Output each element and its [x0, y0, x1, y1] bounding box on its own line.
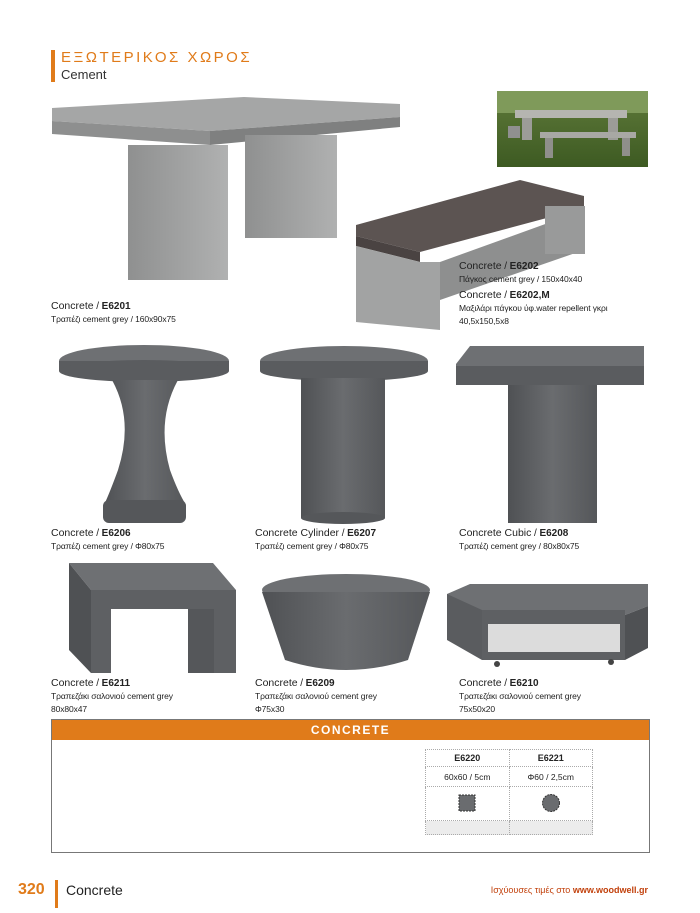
product-dimensions: Φ75x30 [255, 704, 285, 714]
round-pedestal-table-image [59, 345, 229, 523]
page-subtitle: Cement [61, 67, 107, 82]
spec-code: E6221 [509, 750, 593, 767]
product-code: E6206 [101, 528, 131, 539]
product-name: Concrete Cylinder [255, 527, 340, 539]
cubic-table-image [456, 346, 644, 523]
round-coffee-table-image [262, 574, 430, 670]
product-code: E6209 [305, 678, 335, 689]
product-dimensions: 40,5x150,5x8 [459, 316, 509, 326]
square-coffee-table-image [69, 563, 236, 673]
product-desc: Τραπέζι cement grey / Φ80x75 [255, 541, 369, 551]
cylinder-table-image [260, 346, 428, 524]
rectangular-coffee-table-image [447, 584, 648, 667]
product-caption-e6207: Concrete Cylinder / E6207 Τραπέζι cement grey / Φ80x75 [255, 527, 377, 551]
product-caption-e6202m: Concrete / E6202,M Μαξιλάρι πάγκου ύφ.water repellent γκρι 40,5x150,5x8 [459, 289, 608, 326]
product-name: Concrete [51, 300, 94, 312]
spec-code: E6220 [426, 750, 510, 767]
product-desc: Τραπέζι cement grey / Φ80x75 [51, 541, 165, 551]
footer-section: Concrete [66, 882, 123, 898]
product-desc: Τραπέζι cement grey / 80x80x75 [459, 541, 580, 551]
product-desc: Πάγκος cement grey / 150x40x40 [459, 274, 583, 284]
rectangular-table-image [52, 97, 400, 280]
product-caption-e6202: Concrete / E6202 Πάγκος cement grey / 150x40x40 [459, 260, 583, 284]
product-name: Concrete [459, 289, 502, 301]
product-code: E6208 [539, 528, 569, 539]
product-code: E6202 [509, 261, 539, 272]
product-code: E6207 [347, 528, 377, 539]
product-name: Concrete [255, 677, 298, 689]
product-dimensions: 75x50x20 [459, 704, 496, 714]
product-name: Concrete [51, 677, 94, 689]
product-code: E6202,M [509, 290, 550, 301]
product-desc: Τραπεζάκι σαλονιού cement grey [255, 691, 377, 701]
website-link[interactable]: www.woodwell.gr [572, 885, 648, 895]
product-caption-e6210: Concrete / E6210 Τραπεζάκι σαλονιού cement grey 75x50x20 [459, 677, 581, 714]
product-dimensions: 80x80x47 [51, 704, 88, 714]
product-code: E6210 [509, 678, 539, 689]
spec-size: Φ60 / 2,5cm [509, 767, 593, 787]
concrete-spec-table [425, 749, 593, 835]
product-code: E6201 [101, 301, 131, 312]
product-caption-e6209: Concrete / E6209 Τραπεζάκι σαλονιού cement grey Φ75x30 [255, 677, 377, 714]
concrete-section-title: CONCRETE [52, 720, 649, 740]
product-name: Concrete [459, 677, 502, 689]
product-name: Concrete [51, 527, 94, 539]
page-title: ΕΞΩΤΕΡΙΚΟΣ ΧΩΡΟΣ [61, 49, 253, 66]
product-caption-e6211: Concrete / E6211 Τραπεζάκι σαλονιού cement grey 80x80x47 [51, 677, 173, 714]
concrete-section [51, 719, 650, 853]
product-desc: Τραπεζάκι σαλονιού cement grey [51, 691, 173, 701]
product-desc: Μαξιλάρι πάγκου ύφ.water repellent γκρι [459, 303, 608, 313]
product-name: Concrete Cubic [459, 527, 532, 539]
footer-accent-bar [55, 880, 58, 908]
product-desc: Τραπεζάκι σαλονιού cement grey [459, 691, 581, 701]
footer-note-text: Ισχύουσες τιμές στο [490, 885, 571, 895]
page-number: 320 [18, 881, 45, 898]
spec-empty-cell [509, 821, 593, 835]
product-caption-e6201: Concrete / E6201 Τραπέζι cement grey / 160x90x75 [51, 300, 176, 324]
footer-note [491, 885, 648, 895]
product-caption-e6208: Concrete Cubic / E6208 Τραπέζι cement grey / 80x80x75 [459, 527, 580, 551]
outdoor-bench-photo [497, 91, 648, 167]
round-tile-icon [509, 787, 593, 821]
product-desc: Τραπέζι cement grey / 160x90x75 [51, 314, 176, 324]
square-tile-icon [426, 787, 510, 821]
product-caption-e6206: Concrete / E6206 Τραπέζι cement grey / Φ80x75 [51, 527, 165, 551]
product-name: Concrete [459, 260, 502, 272]
spec-size: 60x60 / 5cm [426, 767, 510, 787]
spec-empty-cell [426, 821, 510, 835]
product-code: E6211 [101, 678, 131, 689]
